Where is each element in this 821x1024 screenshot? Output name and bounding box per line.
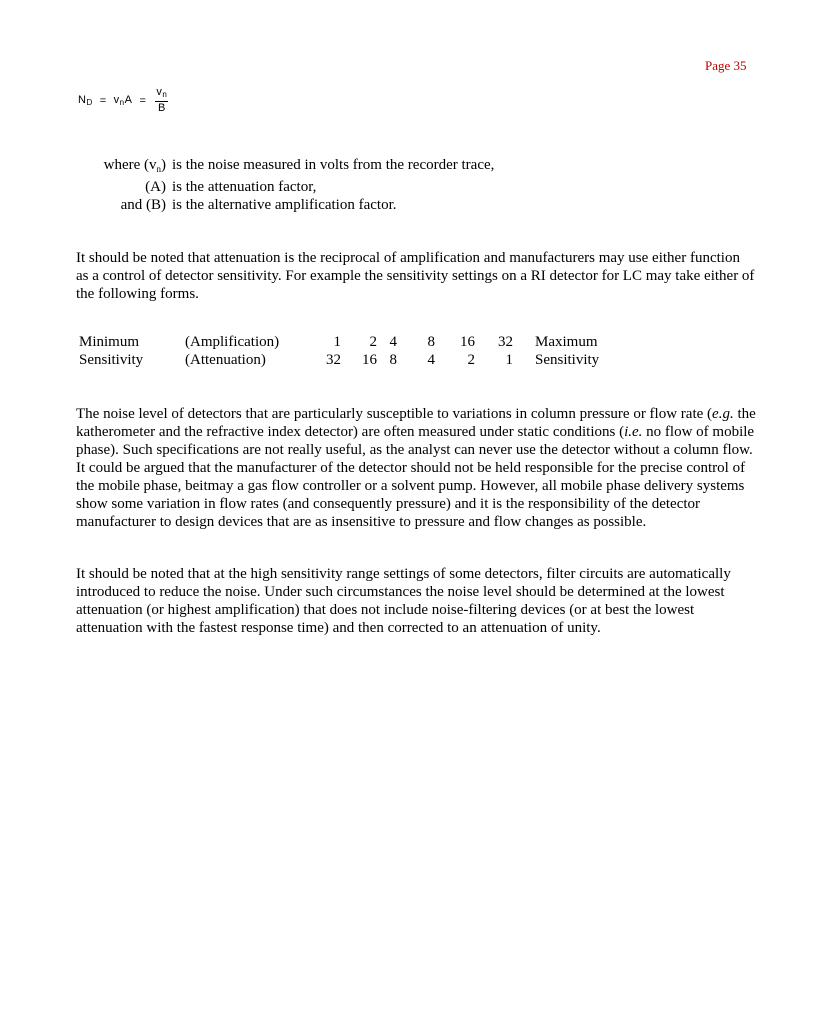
definition-row: (A) is the attenuation factor, <box>145 179 317 195</box>
paragraph-attenuation: It should be noted that attenuation is the reciprocal of amplification and manufacturers may use either function as a control of detector sensitivity. For example the sensitivity settings on a RI detector for LC may take either of the following forms. <box>76 250 755 302</box>
noise-formula <box>78 86 168 115</box>
formula-middle: $v_nA$ <box>113 94 133 107</box>
variable-definitions <box>96 156 494 214</box>
definition-row: where $(v_n)$ is the noise measured in volts from the recorder trace, <box>103 157 495 174</box>
page-number: Page 35 <box>705 58 747 73</box>
definition-row: and (B) is the alternative amplification factor. <box>120 197 397 213</box>
formula-lhs: $N_D$ <box>78 94 93 107</box>
formula-equals: = <box>99 94 107 107</box>
sensitivity-table <box>76 333 599 369</box>
table-row: Minimum (Amplification) 1 2 4 8 16 32 Maximum <box>79 334 598 350</box>
formula-equals: = <box>139 94 147 107</box>
paragraph-noise-level: The noise level of detectors that are particularly susceptible to variations in column pressure or flow rate (e.g. the katherometer and the refractive index detector) are often measured under static conditions (i.e. no flow of mobile phase). Such specifications are not really useful, as the analyst can never use the detector without a column flow. It could be argued that the manufacturer of the detector should not be held responsible for the precise control of the mobile phase, beitmay a gas flow controller or a solvent pump. However, all mobile phase delivery systems show some variation in flow rates (and consequently pressure) and it is the responsibility of the detector manufacturer to design devices that are as insensitive to pressure and flow changes as possible. <box>76 406 756 530</box>
formula-fraction: $\frac{v_n}{B}$ <box>156 86 168 114</box>
table-row: Sensitivity (Attenuation) 32 16 8 4 2 1 Sensitivity <box>79 352 600 368</box>
paragraph-filter-circuits: It should be noted that at the high sensitivity range settings of some detectors, filter circuits are automatically introduced to reduce the noise. Under such circumstances the noise level should be determined at the lowest attenuation (or highest amplification) that does not include noise-filtering devices (or at best the lowest attenuation with the fastest response time) and then corrected to an attenuation of unity. <box>76 566 731 636</box>
